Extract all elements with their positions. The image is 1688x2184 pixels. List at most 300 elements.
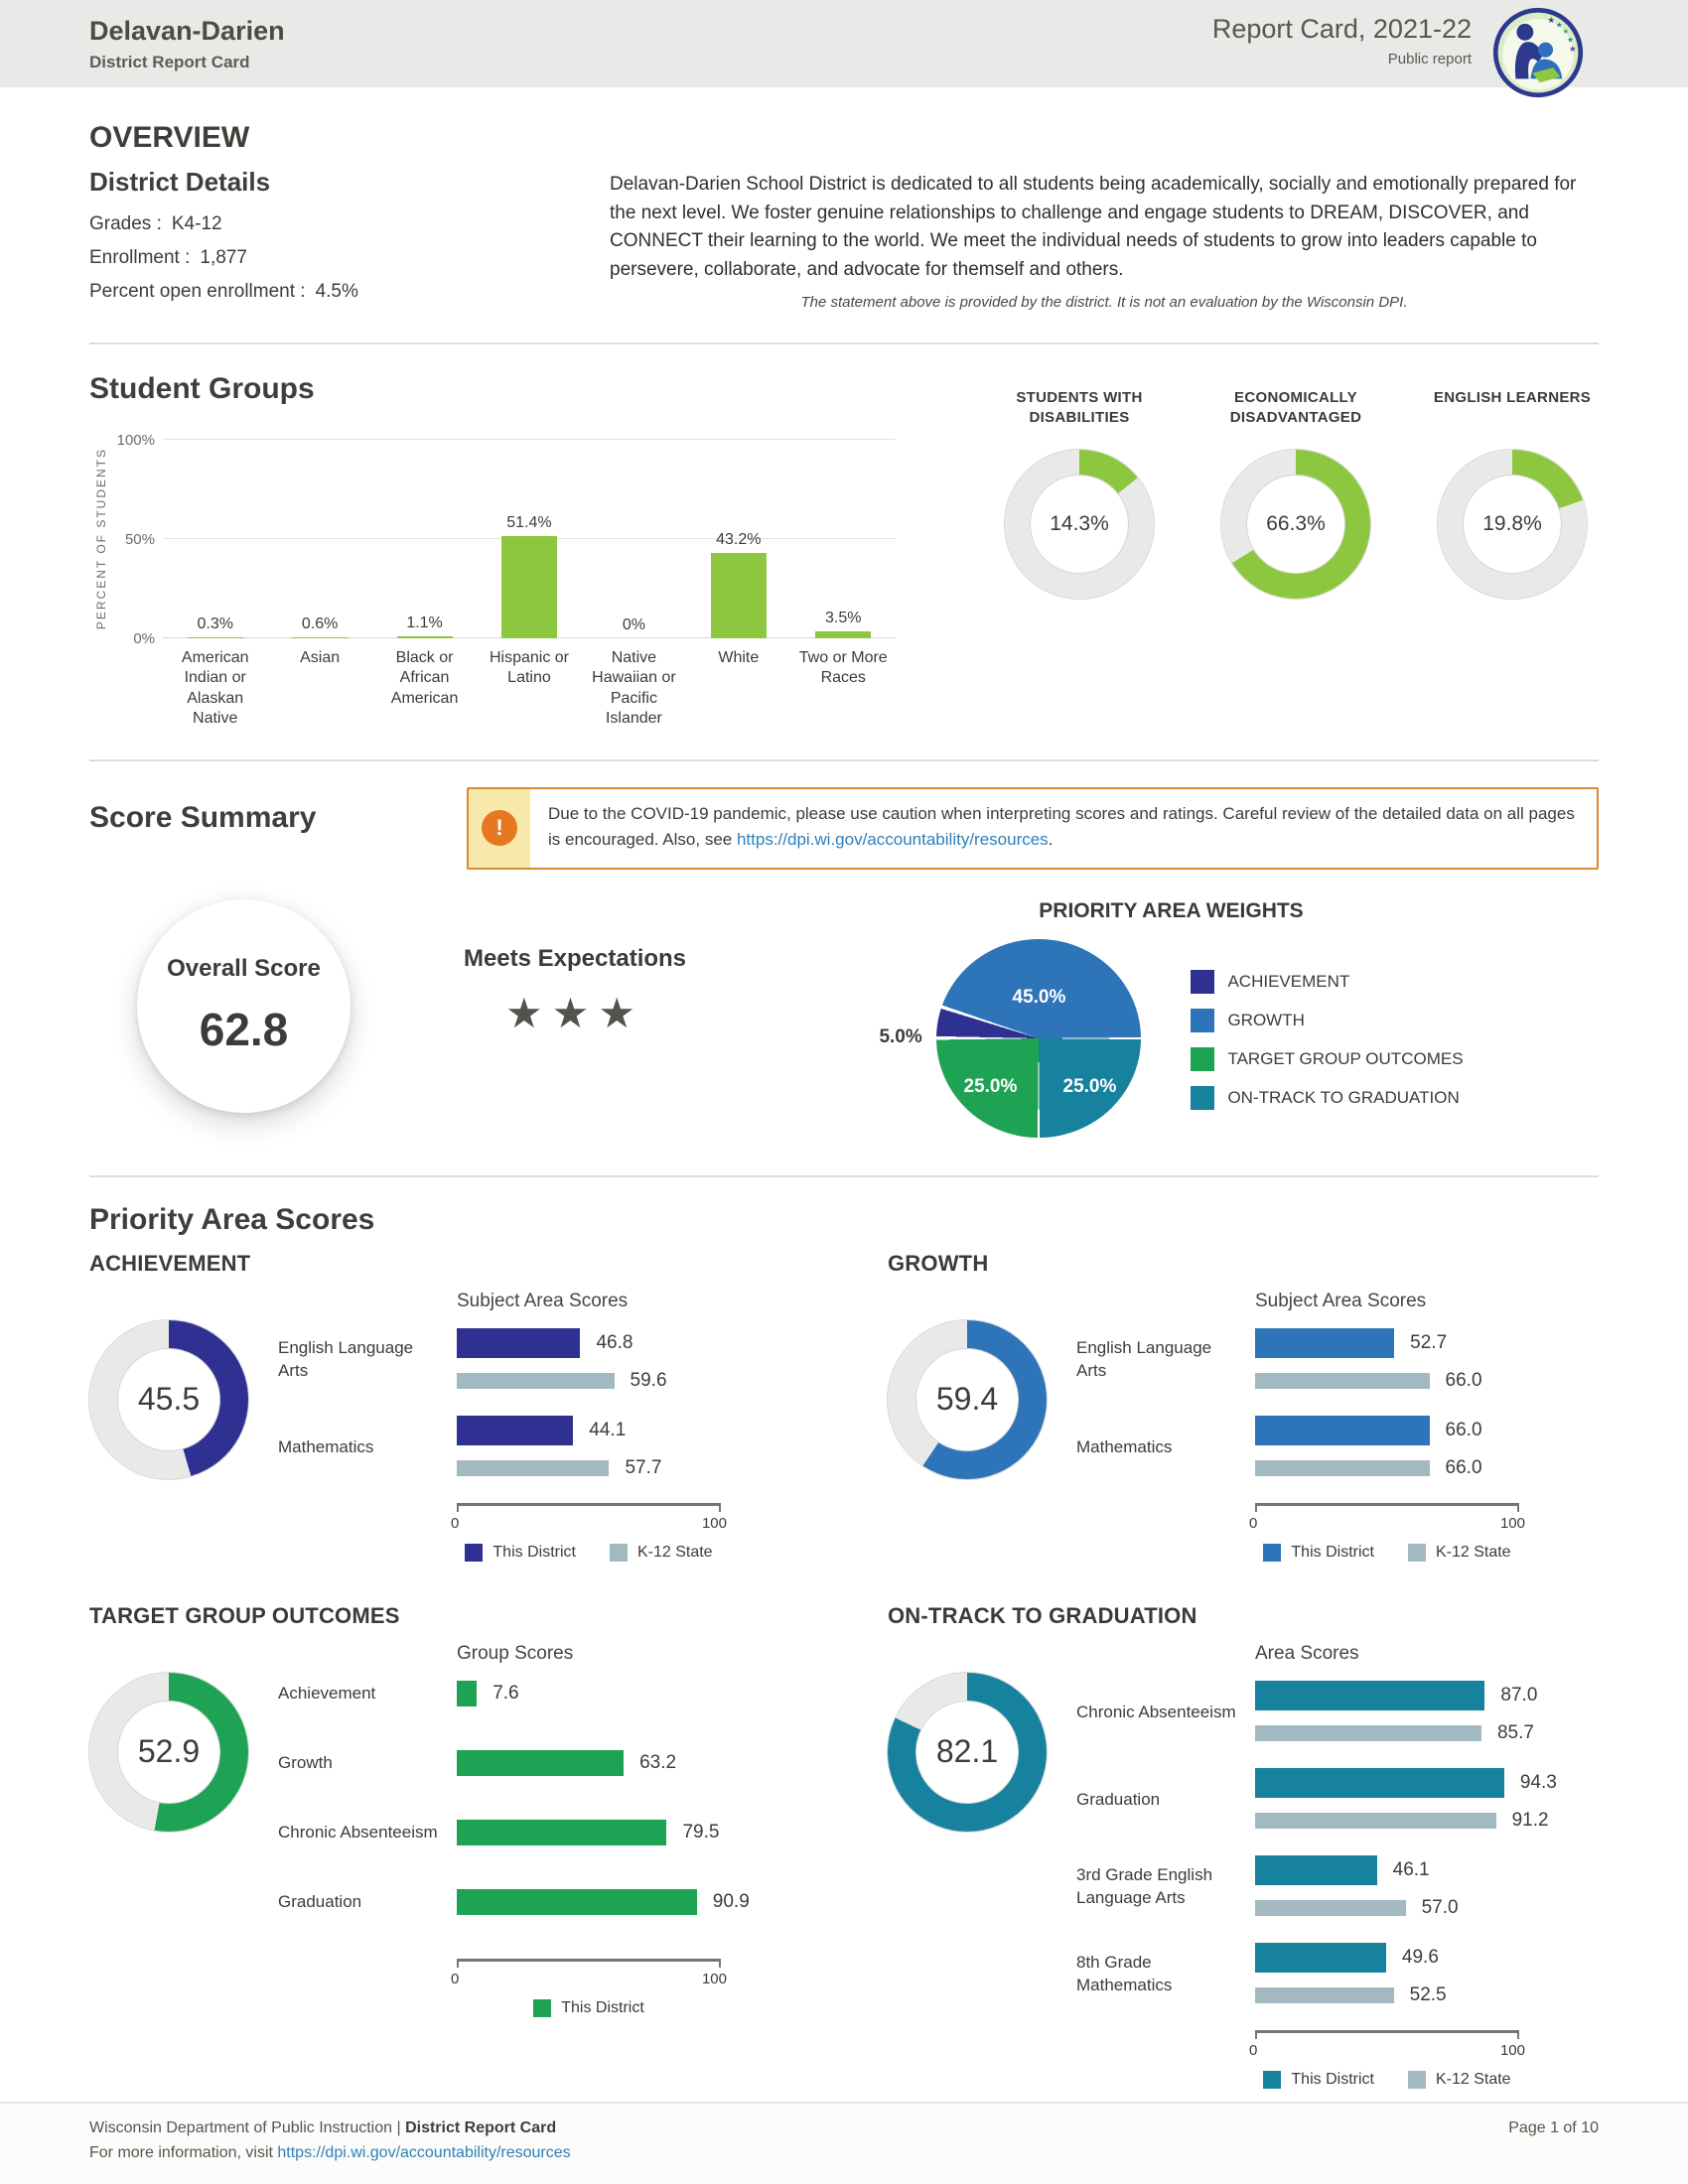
weights-legend [1191, 970, 1463, 1110]
donut-chart [1438, 450, 1587, 599]
legend-this-district [1263, 2071, 1374, 2089]
bar-pair [1255, 1681, 1599, 1744]
district-bar-value: 49.6 [1401, 1946, 1439, 1968]
y-tick: 0% [133, 630, 155, 647]
bar [292, 637, 348, 638]
student-group-donuts [921, 388, 1599, 730]
state-bar [1255, 1373, 1430, 1389]
detail-label: Enrollment : [89, 247, 191, 268]
bar-chart-title: Subject Area Scores [1255, 1290, 1427, 1311]
bar-column [686, 531, 790, 638]
report-type: Public report [1387, 51, 1472, 68]
district-bar-row [457, 1750, 800, 1776]
donut-title: STUDENTS WITH DISABILITIES [1016, 389, 1143, 427]
category-label: Black or African American [390, 649, 459, 707]
district-bar [1255, 1328, 1394, 1358]
bar-value-label: 0% [622, 616, 645, 633]
district-bar-row [1255, 1943, 1599, 1973]
bar-value-label: 0.3% [197, 615, 233, 633]
district-bar [457, 1416, 573, 1445]
legend-district-swatch [1263, 2071, 1281, 2089]
svg-text:★: ★ [1562, 27, 1570, 37]
state-bar-row [1255, 1457, 1599, 1479]
bar-pair [1255, 1768, 1599, 1832]
axis-labels [1249, 2042, 1525, 2059]
bar [397, 636, 453, 638]
district-bar-value: 79.5 [682, 1821, 720, 1843]
priority-section [888, 1251, 1599, 1562]
gauge-score-value: 59.4 [935, 1381, 999, 1418]
covid-warning-box [467, 787, 1599, 870]
axis-labels [451, 1515, 727, 1532]
axis-max-label: 100 [701, 1970, 727, 1987]
pie-slice-label: 25.0% [963, 1075, 1018, 1097]
district-bar-value: 66.0 [1445, 1419, 1482, 1440]
bar-pair [1255, 1855, 1599, 1919]
score-gauge [89, 1673, 248, 2017]
header-subtitle: District Report Card [89, 53, 250, 71]
district-bar-row [1255, 1855, 1599, 1885]
axis-labels [451, 1971, 727, 1987]
legend-state-label: K-12 State [636, 1543, 713, 1561]
legend-label: ACHIEVEMENT [1227, 972, 1350, 992]
district-bar [1255, 1855, 1377, 1885]
donut-value: 66.3% [1266, 512, 1326, 535]
score-bar-chart [278, 1639, 800, 2017]
priority-area-scores-title: Priority Area Scores [89, 1202, 375, 1236]
bar-pair [457, 1820, 800, 1845]
bar-group [278, 1889, 800, 1915]
bar-pair [1255, 1416, 1599, 1479]
legend-district-label: This District [1291, 1543, 1374, 1561]
overall-score-value: 62.8 [199, 1004, 289, 1056]
bar-group-label: Mathematics [1076, 1436, 1173, 1456]
footer-page-number: Page 1 of 10 [1508, 2119, 1599, 2136]
state-bar-row [1255, 1984, 1599, 2006]
section-divider [89, 1175, 1599, 1177]
state-bar-value: 52.5 [1409, 1983, 1447, 2005]
chart-legend [1255, 2071, 1519, 2089]
page-content [0, 87, 1688, 2089]
district-statement-block [610, 161, 1599, 315]
bar-group-label: English Language Arts [1076, 1338, 1212, 1380]
legend-state-swatch [1408, 1544, 1426, 1562]
axis-min-label: 0 [1249, 1514, 1258, 1532]
detail-label: Grades : [89, 213, 162, 234]
axis-max-label: 100 [701, 1514, 727, 1532]
priority-section-body [888, 1287, 1599, 1562]
bar-group [1076, 1943, 1599, 2006]
detail-value: 4.5% [315, 281, 358, 302]
footer-resources-link[interactable]: https://dpi.wi.gov/accountability/resources [277, 2144, 571, 2161]
legend-swatch [1191, 970, 1214, 994]
score-bar-chart [278, 1287, 800, 1562]
district-bar [1255, 1416, 1430, 1445]
score-summary-header [89, 787, 1599, 870]
detail-label: Percent open enrollment : [89, 281, 306, 302]
section-divider [89, 759, 1599, 761]
district-bar-row [1255, 1416, 1599, 1445]
bar-column [477, 514, 581, 638]
axis-min-label: 0 [1249, 2041, 1258, 2059]
rating-block [446, 945, 704, 1037]
bar-value-label: 43.2% [716, 530, 762, 548]
district-details-list [89, 213, 566, 303]
state-bar [1255, 1987, 1394, 2003]
gauge-donut-chart [89, 1673, 248, 1832]
weights-pie-chart [879, 935, 1145, 1146]
dpi-logo-icon [1491, 6, 1585, 99]
state-bar-value: 85.7 [1496, 1721, 1534, 1743]
district-bar-row [1255, 1681, 1599, 1710]
chart-legend [457, 1999, 721, 2017]
priority-section-body [89, 1287, 800, 1562]
district-bar [457, 1750, 624, 1776]
district-statement-note: The statement above is provided by the district. It is not an evaluation by the Wisconsin DPI. [800, 294, 1408, 311]
bar-column [791, 610, 896, 638]
donut-title: ENGLISH LEARNERS [1433, 389, 1592, 406]
legend-label: TARGET GROUP OUTCOMES [1227, 1049, 1464, 1069]
state-bar-row [457, 1457, 800, 1479]
pie-slice-label: 25.0% [1062, 1075, 1117, 1097]
svg-text:★: ★ [1555, 20, 1563, 30]
bar-group-label: Graduation [1076, 1789, 1161, 1809]
bar-pair [1255, 1943, 1599, 2006]
priority-area-weights-block [744, 899, 1599, 1146]
bar-value-label: 0.6% [301, 614, 339, 632]
bar-group [1076, 1855, 1599, 1919]
legend-district-swatch [465, 1544, 483, 1562]
legend-k12-state [1408, 2071, 1511, 2089]
priority-section [89, 1251, 800, 1562]
chart-legend [457, 1544, 721, 1562]
district-detail-row [89, 247, 566, 269]
district-bar-value: 87.0 [1500, 1684, 1538, 1706]
legend-district-swatch [1263, 1544, 1281, 1562]
header-right [1212, 0, 1688, 87]
plot-area [163, 440, 896, 638]
state-bar-value: 66.0 [1445, 1369, 1482, 1391]
axis-max-label: 100 [1499, 1514, 1525, 1532]
district-bar [457, 1889, 697, 1915]
student-group-donut [1209, 388, 1382, 730]
donut-value: 14.3% [1050, 512, 1109, 535]
legend-this-district [1263, 1544, 1374, 1562]
category-label: White [718, 649, 760, 666]
legend-state-label: K-12 State [1435, 2070, 1511, 2088]
bar-column [163, 615, 267, 638]
y-axis-ticks [113, 432, 163, 647]
rating-label: Meets Expectations [463, 944, 687, 972]
legend-state-swatch [1408, 2071, 1426, 2089]
bar-group [1076, 1328, 1599, 1392]
warning-text: Due to the COVID-19 pandemic, please use caution when interpreting scores and ratings. Careful review of the detailed data on all pages is encouraged. Also, see https://dpi.wi.gov/accountability/resources. [548, 803, 1575, 850]
district-bar-row [457, 1416, 800, 1445]
priority-section-title: GROWTH [888, 1250, 989, 1276]
bar-group-label: Graduation [278, 1891, 362, 1911]
student-group-donut [1426, 388, 1599, 730]
score-bar-chart [1076, 1287, 1599, 1562]
footer-row [89, 2119, 1599, 2137]
legend-district-label: This District [1291, 2070, 1374, 2088]
district-bar-value: 63.2 [639, 1751, 677, 1773]
district-bar-value: 7.6 [492, 1682, 519, 1704]
header-left [0, 0, 285, 87]
district-details-title: District Details [89, 167, 271, 197]
bars [163, 440, 896, 638]
legend-this-district [533, 1999, 644, 2017]
state-bar-value: 59.6 [630, 1369, 667, 1391]
legend-swatch [1191, 1086, 1214, 1110]
gauge-donut-chart [888, 1673, 1047, 1832]
gauge-score-value: 82.1 [935, 1733, 999, 1770]
bar [815, 631, 871, 638]
page-header [0, 0, 1688, 87]
district-bar [1255, 1681, 1484, 1710]
state-bar [457, 1373, 615, 1389]
y-tick: 50% [124, 531, 155, 548]
bar-pair [1255, 1328, 1599, 1392]
score-summary-body [89, 899, 1599, 1146]
bar-pair [457, 1681, 800, 1706]
priority-section-body [888, 1639, 1599, 2089]
footer-doc-name: District Report Card [405, 2119, 557, 2136]
bar-column [372, 614, 477, 638]
bar-group [278, 1681, 800, 1706]
bar-value-label: 51.4% [506, 514, 552, 532]
legend-state-label: K-12 State [1435, 1543, 1511, 1561]
bar-group-label: 8th Grade Mathematics [1076, 1953, 1173, 1994]
district-bar-row [457, 1889, 800, 1915]
chart-legend [1255, 1544, 1519, 1562]
donut-chart [1221, 450, 1370, 599]
state-bar-row [1255, 1722, 1599, 1744]
pie-slice-label: 5.0% [879, 1025, 922, 1047]
district-bar [457, 1328, 580, 1358]
student-groups-chart-block [89, 344, 896, 730]
legend-district-swatch [533, 1999, 551, 2017]
district-bar-row [457, 1328, 800, 1358]
district-bar [1255, 1943, 1386, 1973]
district-bar-value: 90.9 [712, 1890, 750, 1912]
priority-section-title: ON-TRACK TO GRADUATION [888, 1602, 1197, 1628]
district-bar-row [1255, 1768, 1599, 1798]
category-label: Hispanic or Latino [489, 649, 569, 687]
bar [188, 637, 243, 638]
state-bar [1255, 1725, 1481, 1741]
legend-swatch [1191, 1047, 1214, 1071]
student-groups-bar-chart [89, 432, 896, 647]
legend-k12-state [610, 1544, 713, 1562]
district-detail-row [89, 213, 566, 235]
bar-chart-title: Group Scores [457, 1642, 574, 1664]
page-footer [0, 2102, 1688, 2184]
axis-min-label: 0 [451, 1970, 460, 1987]
rating-stars-icon: ★★★ [505, 989, 644, 1036]
score-axis [1255, 2030, 1519, 2039]
gauge-score-value: 52.9 [137, 1733, 201, 1770]
accountability-resources-link[interactable]: https://dpi.wi.gov/accountability/resources [736, 830, 1049, 850]
bar-column [582, 616, 686, 638]
bar-group-label: English Language Arts [278, 1338, 414, 1380]
score-gauge [89, 1320, 248, 1562]
bar-group [1076, 1768, 1599, 1832]
state-bar-value: 57.0 [1421, 1896, 1459, 1918]
legend-label: GROWTH [1227, 1011, 1305, 1030]
state-bar-row [1255, 1897, 1599, 1919]
weights-legend-item [1191, 1009, 1463, 1032]
district-bar-value: 46.1 [1392, 1858, 1430, 1880]
score-axis [457, 1959, 721, 1968]
warning-icon: ! [482, 810, 517, 846]
bar [711, 553, 767, 638]
district-details [89, 161, 566, 315]
score-summary-title-block [89, 787, 423, 835]
bar-group [278, 1328, 800, 1392]
weights-legend-item [1191, 1047, 1463, 1071]
detail-value: K4-12 [171, 213, 222, 234]
state-bar-value: 57.7 [625, 1456, 662, 1478]
district-bar-row [457, 1681, 800, 1706]
bar [501, 536, 557, 638]
y-axis-title: PERCENT OF STUDENTS [94, 448, 108, 630]
score-gauge [888, 1673, 1047, 2089]
score-axis [1255, 1503, 1519, 1512]
legend-k12-state [1408, 1544, 1511, 1562]
priority-section-title: TARGET GROUP OUTCOMES [89, 1602, 400, 1628]
bar-group [278, 1750, 800, 1776]
priority-section-body [89, 1639, 800, 2017]
bar-value-label: 1.1% [406, 614, 443, 631]
svg-text:★: ★ [1547, 14, 1555, 25]
donut-title: ECONOMICALLY DISADVANTAGED [1229, 389, 1362, 427]
overall-score-label: Overall Score [167, 955, 321, 983]
category-label: Asian [300, 649, 341, 666]
header-report-block [1212, 14, 1472, 68]
score-summary-title: Score Summary [89, 800, 317, 834]
priority-section-title: ACHIEVEMENT [89, 1250, 251, 1276]
axis-min-label: 0 [451, 1514, 460, 1532]
state-bar-row [1255, 1810, 1599, 1832]
district-bar-value: 46.8 [596, 1331, 633, 1353]
bar-value-label: 3.5% [825, 610, 862, 626]
svg-text:★: ★ [1567, 35, 1574, 45]
district-bar-value: 94.3 [1519, 1771, 1557, 1793]
bar-group-label: Mathematics [278, 1436, 374, 1456]
bar-pair [457, 1328, 800, 1392]
bar-pair [457, 1416, 800, 1479]
legend-state-swatch [610, 1544, 628, 1562]
legend-this-district [465, 1544, 576, 1562]
bar-group [278, 1820, 800, 1845]
bar-chart-title: Subject Area Scores [457, 1290, 629, 1311]
state-bar-value: 91.2 [1511, 1809, 1549, 1831]
axis-max-label: 100 [1499, 2041, 1525, 2059]
donut-value: 19.8% [1482, 512, 1542, 535]
legend-label: ON-TRACK TO GRADUATION [1227, 1088, 1460, 1108]
gauge-donut-chart [888, 1320, 1047, 1479]
bar-pair [457, 1889, 800, 1915]
overall-score-circle [137, 899, 351, 1113]
district-bar [1255, 1768, 1504, 1798]
bar-chart-title: Area Scores [1255, 1642, 1359, 1664]
report-title: Report Card, 2021-22 [1211, 14, 1472, 44]
state-bar-value: 66.0 [1445, 1456, 1482, 1478]
donut-chart [1005, 450, 1154, 599]
priority-section [89, 1603, 800, 2089]
state-bar [457, 1460, 609, 1476]
district-name: Delavan-Darien [89, 16, 285, 46]
x-axis-category-labels [163, 648, 896, 730]
priority-section [888, 1603, 1599, 2089]
footer-org: Wisconsin Department of Public Instruction | District Report Card [89, 2119, 557, 2136]
detail-value: 1,877 [200, 247, 247, 268]
legend-district-label: This District [492, 1543, 576, 1561]
bar-pair [457, 1750, 800, 1776]
axis-labels [1249, 1515, 1525, 1532]
category-label: Two or More Races [798, 649, 888, 687]
svg-text:★: ★ [1569, 44, 1577, 55]
district-bar-row [457, 1820, 800, 1845]
weights-body [744, 935, 1599, 1146]
weights-legend-item [1191, 970, 1463, 994]
bar-group-label: Growth [278, 1752, 333, 1772]
category-label: American Indian or Alaskan Native [181, 649, 249, 728]
state-bar [1255, 1813, 1496, 1829]
state-bar [1255, 1900, 1406, 1916]
state-bar-row [1255, 1370, 1599, 1392]
score-gauge [888, 1320, 1047, 1562]
bar-group [278, 1416, 800, 1479]
state-bar-row [457, 1370, 800, 1392]
district-bar [457, 1681, 477, 1706]
gauge-donut-chart [89, 1320, 248, 1479]
bar-group [1076, 1681, 1599, 1744]
bar-group [1076, 1416, 1599, 1479]
score-bar-chart [1076, 1639, 1599, 2089]
bar-column [267, 615, 371, 638]
district-bar-value: 52.7 [1410, 1331, 1448, 1353]
overview-row [89, 161, 1599, 315]
score-axis [457, 1503, 721, 1512]
bar-group-label: Chronic Absenteeism [1076, 1702, 1236, 1721]
student-groups-section [89, 344, 1599, 730]
priority-area-grid [89, 1251, 1599, 2089]
warning-icon-cell [469, 789, 530, 868]
overview-section-title: OVERVIEW [89, 121, 250, 154]
pie [936, 939, 1141, 1138]
student-group-donut [993, 388, 1166, 730]
bar-group-label: 3rd Grade English Language Arts [1076, 1865, 1213, 1907]
legend-district-label: This District [561, 1998, 644, 2016]
gauge-score-value: 45.5 [137, 1381, 201, 1418]
y-tick: 100% [116, 432, 155, 449]
district-detail-row [89, 281, 566, 303]
category-label: Native Hawaiian or Pacific Islander [592, 649, 676, 728]
legend-swatch [1191, 1009, 1214, 1032]
district-bar [457, 1820, 666, 1845]
weights-legend-item [1191, 1086, 1463, 1110]
district-bar-row [1255, 1328, 1599, 1358]
footer-info: For more information, visit https://dpi.wi.gov/accountability/resources [89, 2144, 571, 2161]
district-bar-value: 44.1 [589, 1419, 627, 1440]
student-groups-title: Student Groups [89, 372, 315, 405]
district-statement: Delavan-Darien School District is dedicated to all students being academically, socially and emotionally prepared for the next level. We foster genuine relationships to challenge and engage students to DREAM, DISCOVER, and CONNECT their learning to the world. We meet the individual needs of students to grow into leaders capable to persevere, collaborate, and advocate for themself and others. [610, 174, 1577, 280]
bar-group-label: Achievement [278, 1683, 376, 1703]
weights-title: PRIORITY AREA WEIGHTS [1039, 898, 1304, 922]
bar-group-label: Chronic Absenteeism [278, 1822, 438, 1842]
state-bar [1255, 1460, 1430, 1476]
